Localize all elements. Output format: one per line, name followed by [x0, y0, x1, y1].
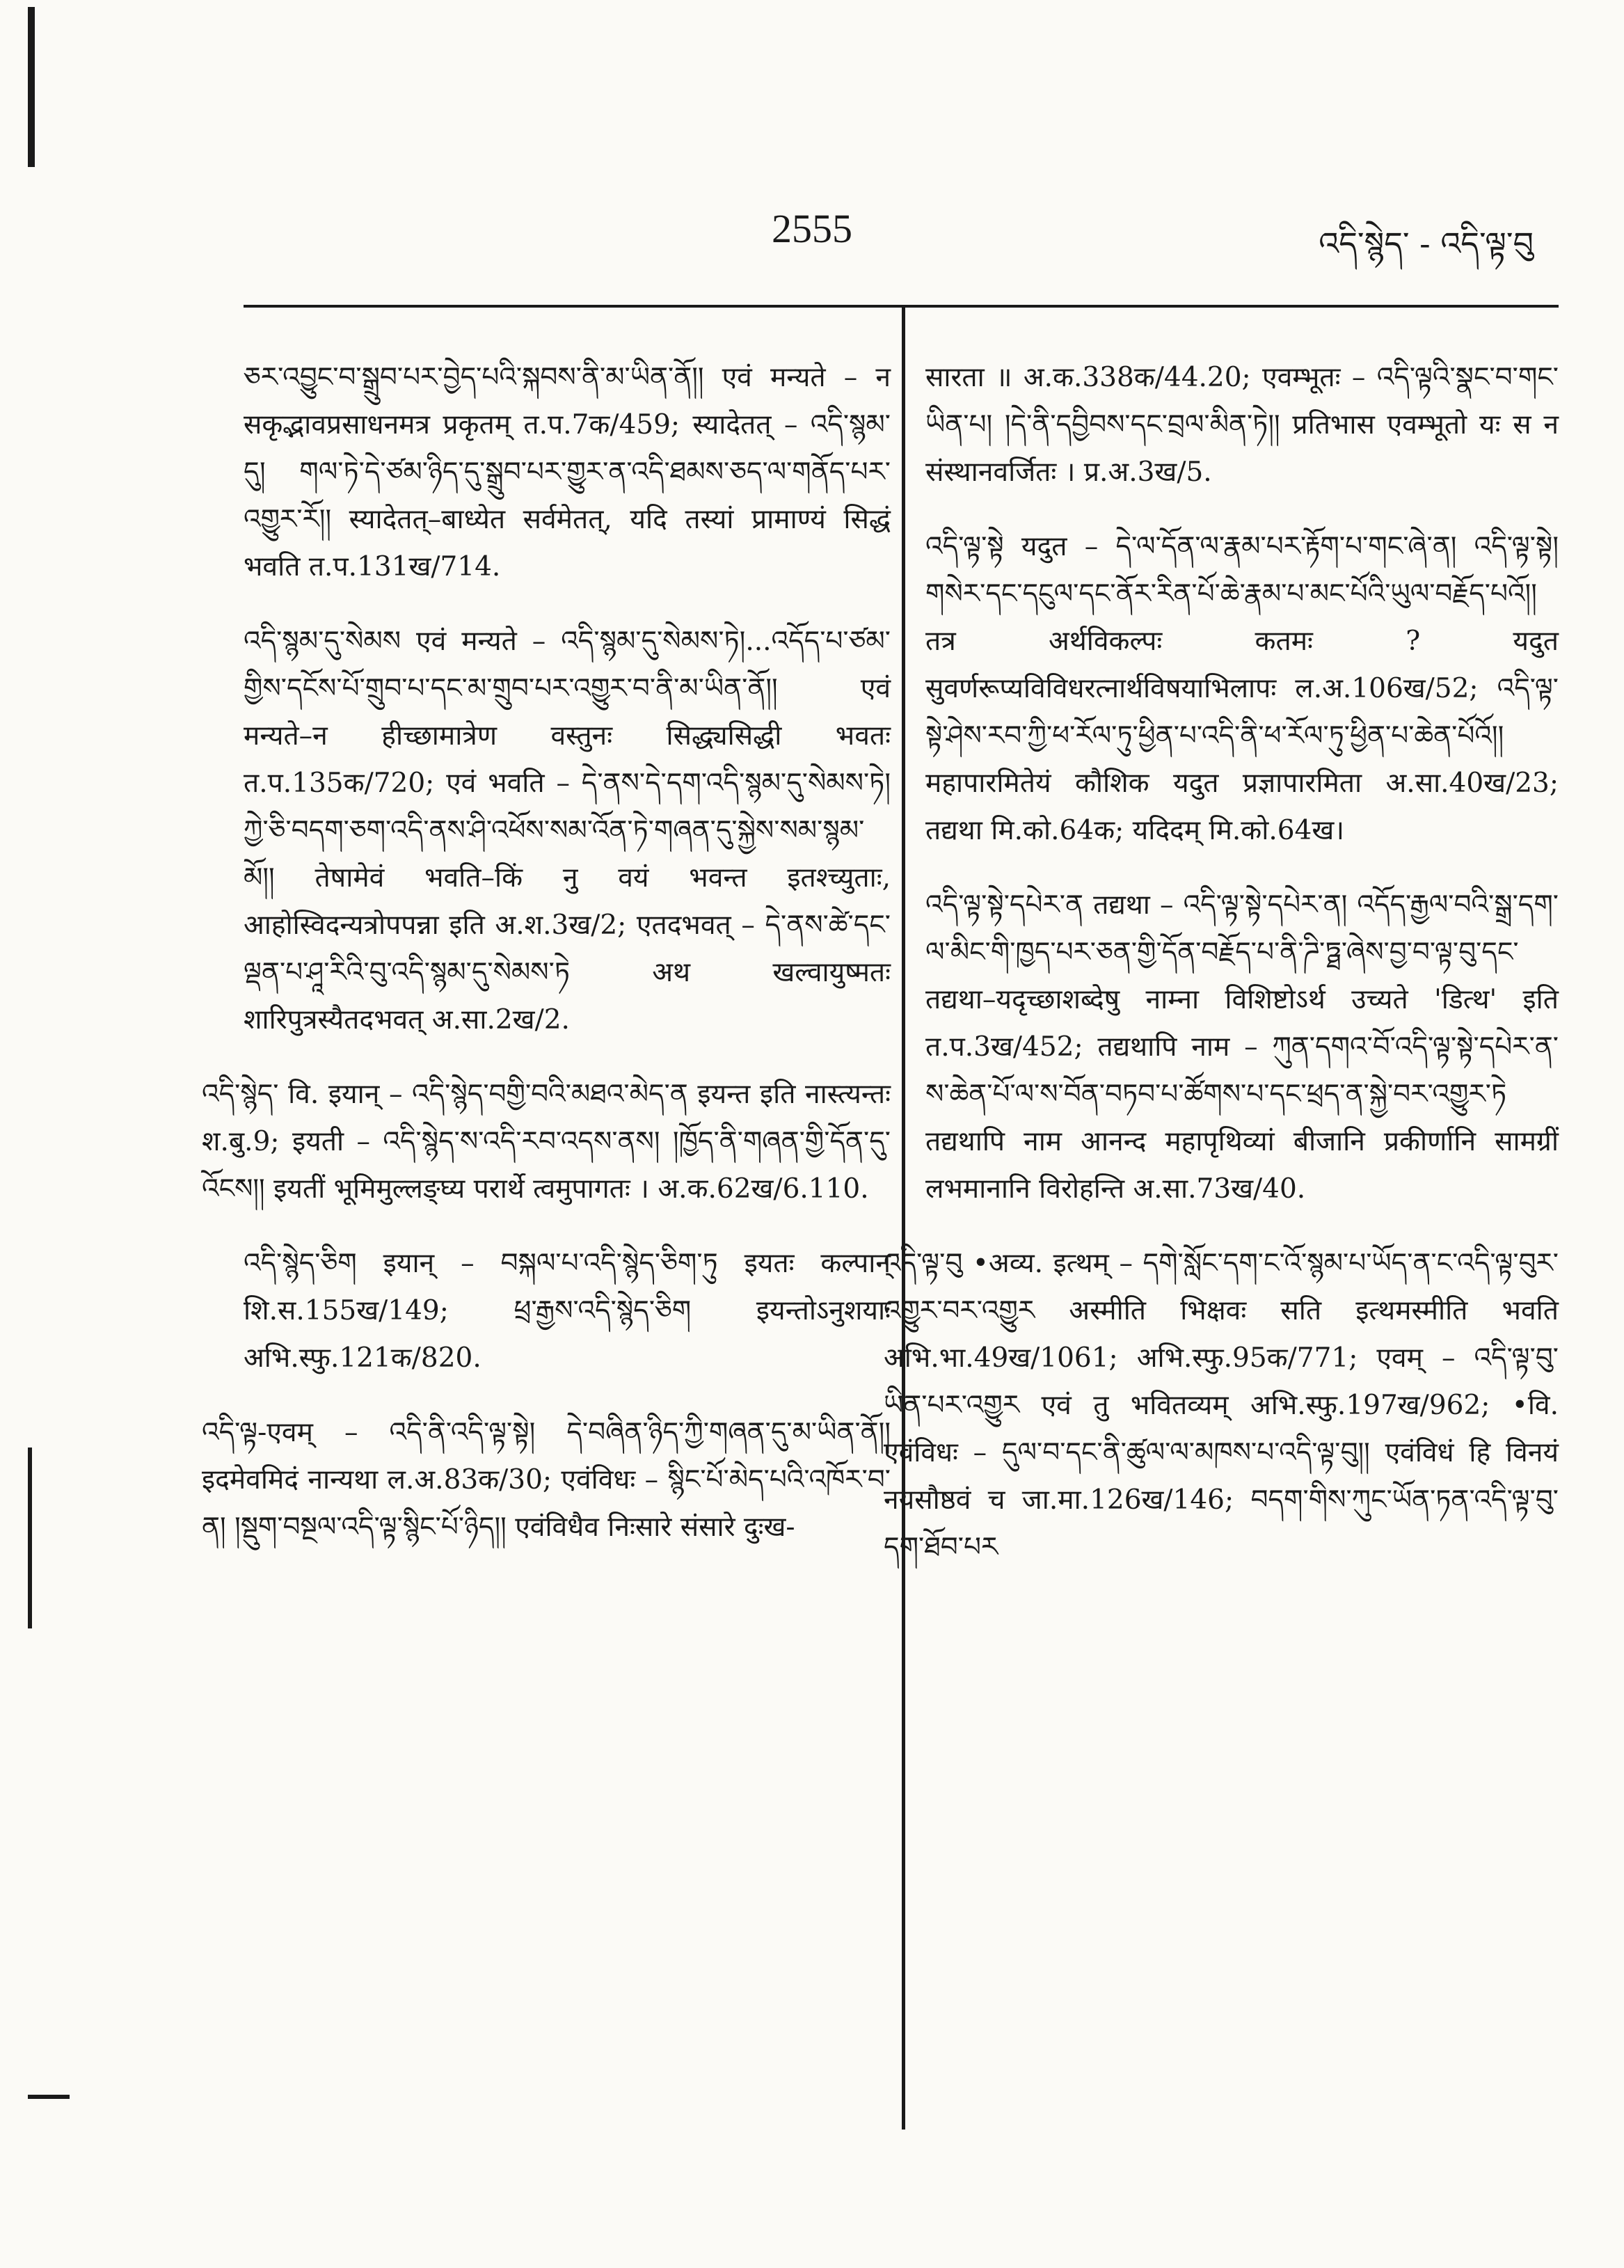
entry: འདི་སྙེད་ཅིག इयान् – བསྐལ་པ་འདི་སྙེད་ཅིག་ཏུ इयतः कल्पान् शि.स.155ख/149; ཕྲ་རྒྱས་འདི་སྙེད་ཅིག इयन्तोऽनुशयाः अभि.स्फु.121क/820. — [244, 1248, 891, 1374]
scan-mark-mid — [28, 1448, 32, 1628]
entry: ཅར་འབྱུང་བ་སྒྲུབ་པར་བྱེད་པའི་སྐབས་ནི་མ་ཡིན་ནོ།། एवं मन्यते – न सकृद्भावप्रसाधनमत्र प्रकृतम् त.प.7क/459; स्यादेतत् – འདི་སྙམ་དུ། གལ་ཏེ་དེ་ཙམ་ཉིད་དུ་སྒྲུབ་པར་གྱུར་ན་འདི་ཐམས་ཅད་ལ་གནོད་པར་འགྱུར་རོ།། स्यादेतत्–बाध्येत सर्वमेतत्, यदि तस्यां प्रामाण्यं सिद्धं भवति त.प.131ख/714. — [244, 362, 891, 582]
right-column — [884, 327, 1559, 1592]
entry: सारता ॥ अ.क.338क/44.20; एवम्भूतः – འདི་ལྟའི་སྣང་བ་གང་ཡིན་པ། །དེ་ནི་དབྱིབས་དང་བྲལ་མིན་ཏེ།། प्रतिभास एवम्भूतो यः स न संस्थानवर्जितः । प्र.अ.3ख/5. — [925, 362, 1559, 488]
entry: འདི་ལྟ་བུ •अव्य. इत्थम् – དགེ་སློང་དག་ང་འོ་སྙམ་པ་ཡོད་ན་ང་འདི་ལྟ་བུར་འགྱུར་བར་འགྱུར अस्मीति भिक्षवः सति इत्थमस्मीति भवति अभि.भा.49ख/1061; अभि.स्फु.95क/771; एवम् – འདི་ལྟ་བུ་ཡིན་པར་འགྱུར एवं तु भवितव्यम् अभि.स्फु.197ख/962; •वि. एवंविधः – དུལ་བ་དང་ནི་ཚུལ་ལ་མཁས་པ་འདི་ལྟ་བུ།། एवंविधं हि विनयं नयसौष्ठवं च जा.मा.126ख/146; བདག་གིས་ཀུང་ཡོན་ཏན་འདི་ལྟ་བུ་དག་ཐོབ་པར — [884, 1248, 1559, 1563]
left-column — [202, 327, 891, 1572]
scan-mark-top — [28, 7, 35, 167]
column-divider — [902, 306, 905, 2130]
entry: འདི་ལྟ་སྟེ यदुत – དེ་ལ་དོན་ལ་རྣམ་པར་རྟོག་པ་གང་ཞེ་ན། འདི་ལྟ་སྟེ། གསེར་དང་དངུལ་དང་ནོར་རིན་པོ་ཆེ་རྣམ་པ་མང་པོའི་ཡུལ་བརྗོད་པའོ།། तत्र अर्थविकल्पः कतमः ? यदुत सुवर्णरूप्यविविधरत्नार्थविषयाभिलापः ल.अ.106ख/52; འདི་ལྟ་སྟེ་ཤེས་རབ་ཀྱི་ཕ་རོལ་ཏུ་ཕྱིན་པ་འདི་ནི་ཕ་རོལ་ཏུ་ཕྱིན་པ་ཆེན་པོའོ།། महापारमितेयं कौशिक यदुत प्रज्ञापारमिता अ.सा.40ख/23; तद्यथा मि.को.64क; यदिदम् मि.को.64ख। — [925, 531, 1559, 846]
page-number: 2555 — [772, 206, 852, 251]
top-rule — [244, 305, 1559, 308]
scan-mark-bottom — [28, 2095, 70, 2099]
running-head: འདི་སྙེད་ - འདི་ལྟ་བུ — [1319, 225, 1534, 262]
entry: འདི་སྙམ་དུ་སེམས एवं मन्यते – འདི་སྙམ་དུ་སེམས་ཏེ།...འདོད་པ་ཙམ་གྱིས་དངོས་པོ་གྲུབ་པ་དང་མ་གྲུབ་པར་འགྱུར་བ་ནི་མ་ཡིན་ནོ།། एवं मन्यते–न हीच्छामात्रेण वस्तुनः सिद्ध्यसिद्धी भवतः त.प.135क/720; एवं भवति – དེ་ནས་དེ་དག་འདི་སྙམ་དུ་སེམས་ཏེ། ཀྱེ་ཅི་བདག་ཅག་འདི་ནས་ཤི་འཕོས་སམ་འོན་ཏེ་གཞན་དུ་སྐྱེས་སམ་སྙམ་མོ།། तेषामेवं भवति–किं नु वयं भवन्त इतश्च्युताः, आहोस्विदन्यत्रोपपन्ना इति अ.श.3ख/2; एतदभवत् – དེ་ནས་ཚེ་དང་ལྡན་པ་ཤཱ་རིའི་བུ་འདི་སྙམ་དུ་སེམས་ཏེ अथ खल्वायुष्मतः शारिपुत्रस्यैतदभवत् अ.सा.2ख/2. — [244, 626, 891, 1036]
entry: འདི་སྙེད་ वि. इयान् – འདི་སྙེད་བགྱི་བའི་མཐའ་མེད་ན इयन्त इति नास्त्यन्तः श.बु.9; इयती – འདི་སྙེད་ས་འདི་རབ་འདས་ནས། །ཁྱོད་ནི་གཞན་གྱི་དོན་དུ་འོངས།། इयतीं भूमिमुल्लङ्घ्य परार्थे त्वमुपागतः । अ.क.62ख/6.110. — [202, 1079, 891, 1205]
entry: འདི་ལྟ-एवम् – འདི་ནི་འདི་ལྟ་སྟེ། དེ་བཞིན་ཉིད་ཀྱི་གཞན་དུ་མ་ཡིན་ནོ།། इदमेवमिदं नान्यथा ल.अ.83क/30; एवंविधः – སྙིང་པོ་མེད་པའི་འཁོར་བ་ན། །སྡུག་བསྔལ་འདི་ལྟ་སྙིང་པོ་ཉིད།། एवंविधैव निःसारे संसारे दुःख- — [202, 1417, 891, 1543]
entry: འདི་ལྟ་སྟེ་དཔེར་ན तद्यथा – འདི་ལྟ་སྟེ་དཔེར་ན། འདོད་རྒྱལ་བའི་སྒྲ་དག་ལ་མིང་གི་ཁྱད་པར་ཅན་གྱི་དོན་བརྗོད་པ་ནི་ཌི་ཏྠ་ཞེས་བྱ་བ་ལྟ་བུ་དང་ तद्यथा–यदृच्छाशब्देषु नाम्ना विशिष्टोऽर्थ उच्यते 'डित्थ' इति त.प.3ख/452; तद्यथापि नाम – ཀུན་དགའ་བོ་འདི་ལྟ་སྟེ་དཔེར་ན་ས་ཆེན་པོ་ལ་ས་བོན་བཏབ་པ་ཚོགས་པ་དང་ཕྲད་ན་སྐྱེ་བར་འགྱུར་ཏེ तद्यथापि नाम आनन्द महापृथिव्यां बीजानि प्रकीर्णानि सामग्रीं लभमानानि विरोहन्ति अ.सा.73ख/40. — [925, 889, 1559, 1205]
